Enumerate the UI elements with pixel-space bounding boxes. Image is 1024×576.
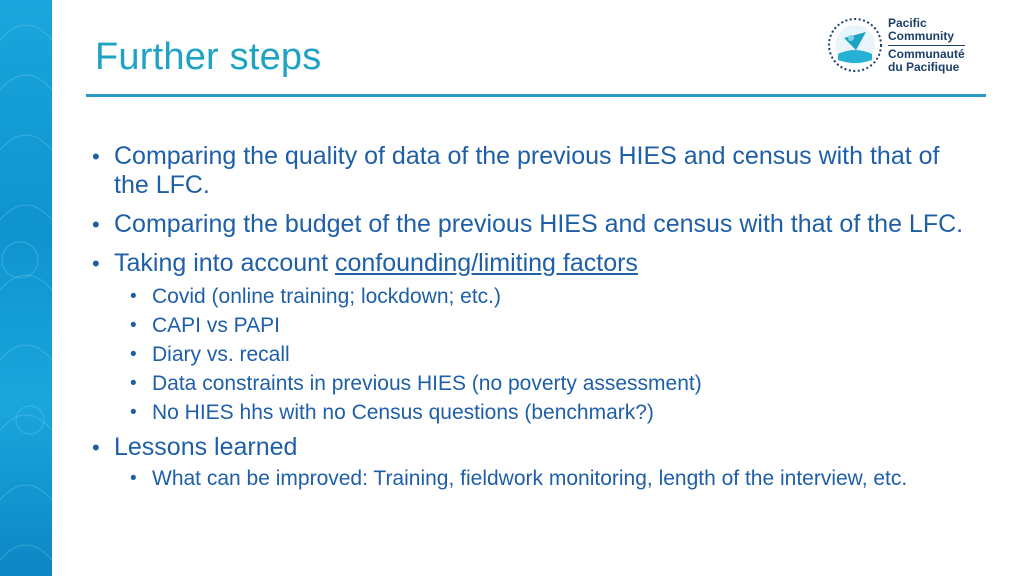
bullet-text: • Lessons learned	[114, 433, 298, 461]
logo-line1: Pacific	[888, 16, 927, 30]
pacific-community-emblem-icon	[826, 16, 884, 74]
logo-line2: Community	[888, 29, 954, 43]
sub-bullet-item: • Covid (online training; lockdown; etc.)	[92, 284, 972, 309]
bullet-list	[92, 142, 972, 495]
logo-wordmark	[888, 17, 965, 74]
pattern-icon	[0, 0, 52, 576]
sub-bullet-item: • CAPI vs PAPI	[92, 313, 972, 338]
confounding-factors-link[interactable]: confounding/limiting factors	[334, 249, 638, 277]
page-title: Further steps	[95, 36, 322, 78]
logo-line3: Communauté	[888, 47, 965, 61]
pacific-community-logo	[826, 16, 986, 76]
bullet-text: • Comparing the budget of the previous HIES and census with that of the LFC.	[114, 210, 964, 238]
sub-bullet-item: • What can be improved: Training, fieldwork monitoring, length of the interview, etc.	[92, 466, 912, 491]
bullet-item	[92, 249, 972, 278]
title-divider	[86, 94, 986, 97]
logo-line4: du Pacifique	[888, 60, 960, 74]
bullet-item	[92, 142, 972, 200]
bullet-item	[92, 433, 972, 462]
sub-bullet-item: • Diary vs. recall	[92, 342, 972, 367]
bullet-text: Taking into account	[114, 249, 335, 277]
bullet-item	[92, 210, 972, 239]
sub-bullet-item: • No HIES hhs with no Census questions (benchmark?)	[92, 400, 972, 425]
sub-bullet-item: • Data constraints in previous HIES (no poverty assessment)	[92, 371, 972, 396]
decorative-left-band	[0, 0, 52, 576]
bullet-text: • Comparing the quality of data of the previous HIES and census with that of the LFC.	[114, 142, 940, 199]
